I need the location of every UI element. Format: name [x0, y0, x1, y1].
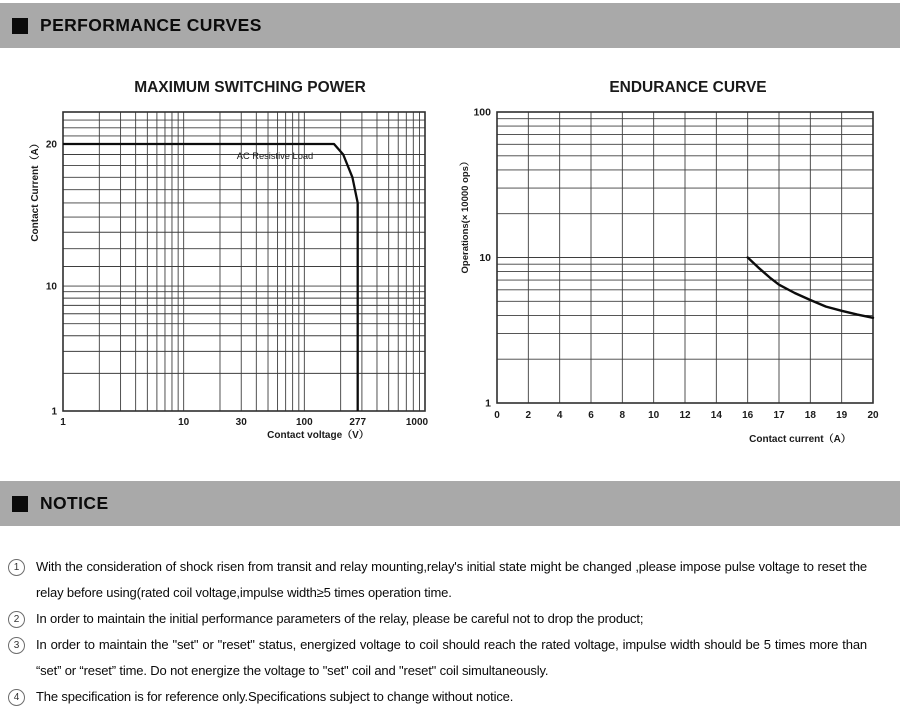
- svg-text:12: 12: [679, 410, 691, 421]
- svg-text:Operations(× 10000 ops）: Operations(× 10000 ops）: [460, 156, 471, 274]
- notice-item-2: [6, 606, 900, 632]
- svg-text:4: 4: [556, 410, 563, 421]
- svg-text:16: 16: [742, 410, 754, 421]
- svg-text:17: 17: [773, 410, 785, 421]
- svg-text:100: 100: [473, 106, 491, 119]
- svg-text:277: 277: [349, 417, 367, 428]
- circled-number-icon: 3: [8, 637, 25, 654]
- notice-item-text: In order to maintain the "set" or "reset" status, energized voltage to coil should reach the rated voltage, impulse width should be 5 times more than “set” or “reset” time. Do not energize the voltage to "set" coil and "reset" coil simultaneously.: [36, 637, 867, 678]
- svg-text:20: 20: [867, 410, 879, 421]
- black-square-bullet-icon: [12, 18, 28, 34]
- notice-header-bar: [0, 481, 900, 526]
- svg-text:14: 14: [710, 410, 722, 421]
- svg-text:ENDURANCE CURVE: ENDURANCE CURVE: [609, 79, 767, 96]
- svg-text:1000: 1000: [405, 417, 429, 428]
- circled-number-icon: 1: [8, 559, 25, 576]
- performance-curves-charts: [0, 50, 900, 480]
- svg-text:10: 10: [479, 252, 491, 264]
- svg-text:10: 10: [648, 410, 660, 421]
- svg-text:1: 1: [485, 397, 491, 410]
- notice-item-3: [6, 632, 900, 684]
- notice-list: [0, 554, 900, 710]
- notice-item-1: [6, 554, 900, 606]
- performance-curves-header-bar: [0, 3, 900, 48]
- svg-text:100: 100: [295, 417, 313, 428]
- left-chart-labels: [28, 79, 429, 441]
- black-square-bullet-icon: [12, 496, 28, 512]
- svg-text:0: 0: [494, 410, 500, 421]
- svg-text:6: 6: [588, 410, 594, 421]
- svg-text:30: 30: [235, 417, 247, 428]
- svg-text:8: 8: [619, 410, 626, 421]
- notice-item-text: The specification is for reference only.Specifications subject to change without notice.: [36, 689, 514, 704]
- right-chart-labels: [459, 79, 879, 445]
- grid: [497, 112, 873, 403]
- svg-text:20: 20: [45, 139, 57, 151]
- svg-text:Contact voltage（V）: Contact voltage（V）: [267, 430, 369, 441]
- notice-item-4: [6, 684, 900, 710]
- ac-resistive-load-curve: [63, 144, 358, 411]
- svg-text:2: 2: [525, 410, 532, 421]
- svg-text:1: 1: [60, 417, 66, 428]
- svg-text:1: 1: [51, 406, 57, 418]
- circled-number-icon: 2: [8, 611, 25, 628]
- notice-item-text: With the consideration of shock risen from transit and relay mounting,relay's initial state might be changed ,please impose pulse voltage to reset the relay before using(rated coil voltage,impulse width≥5 times operation time.: [36, 559, 867, 600]
- notice-item-text: In order to maintain the initial performance parameters of the relay, please be careful not to drop the product;: [36, 611, 644, 626]
- circled-number-icon: 4: [8, 689, 25, 706]
- svg-text:18: 18: [804, 410, 816, 421]
- svg-text:Contact current（A）: Contact current（A）: [749, 434, 851, 445]
- svg-text:AC Resistive Load: AC Resistive Load: [236, 151, 314, 161]
- svg-text:19: 19: [836, 410, 848, 421]
- notice-title: NOTICE: [40, 493, 109, 513]
- svg-text:10: 10: [178, 417, 190, 428]
- svg-text:MAXIMUM SWITCHING POWER: MAXIMUM SWITCHING POWER: [134, 79, 366, 96]
- svg-text:10: 10: [45, 281, 57, 293]
- svg-text:Contact Current（A）: Contact Current（A）: [30, 138, 41, 242]
- performance-curves-title: PERFORMANCE CURVES: [40, 15, 262, 35]
